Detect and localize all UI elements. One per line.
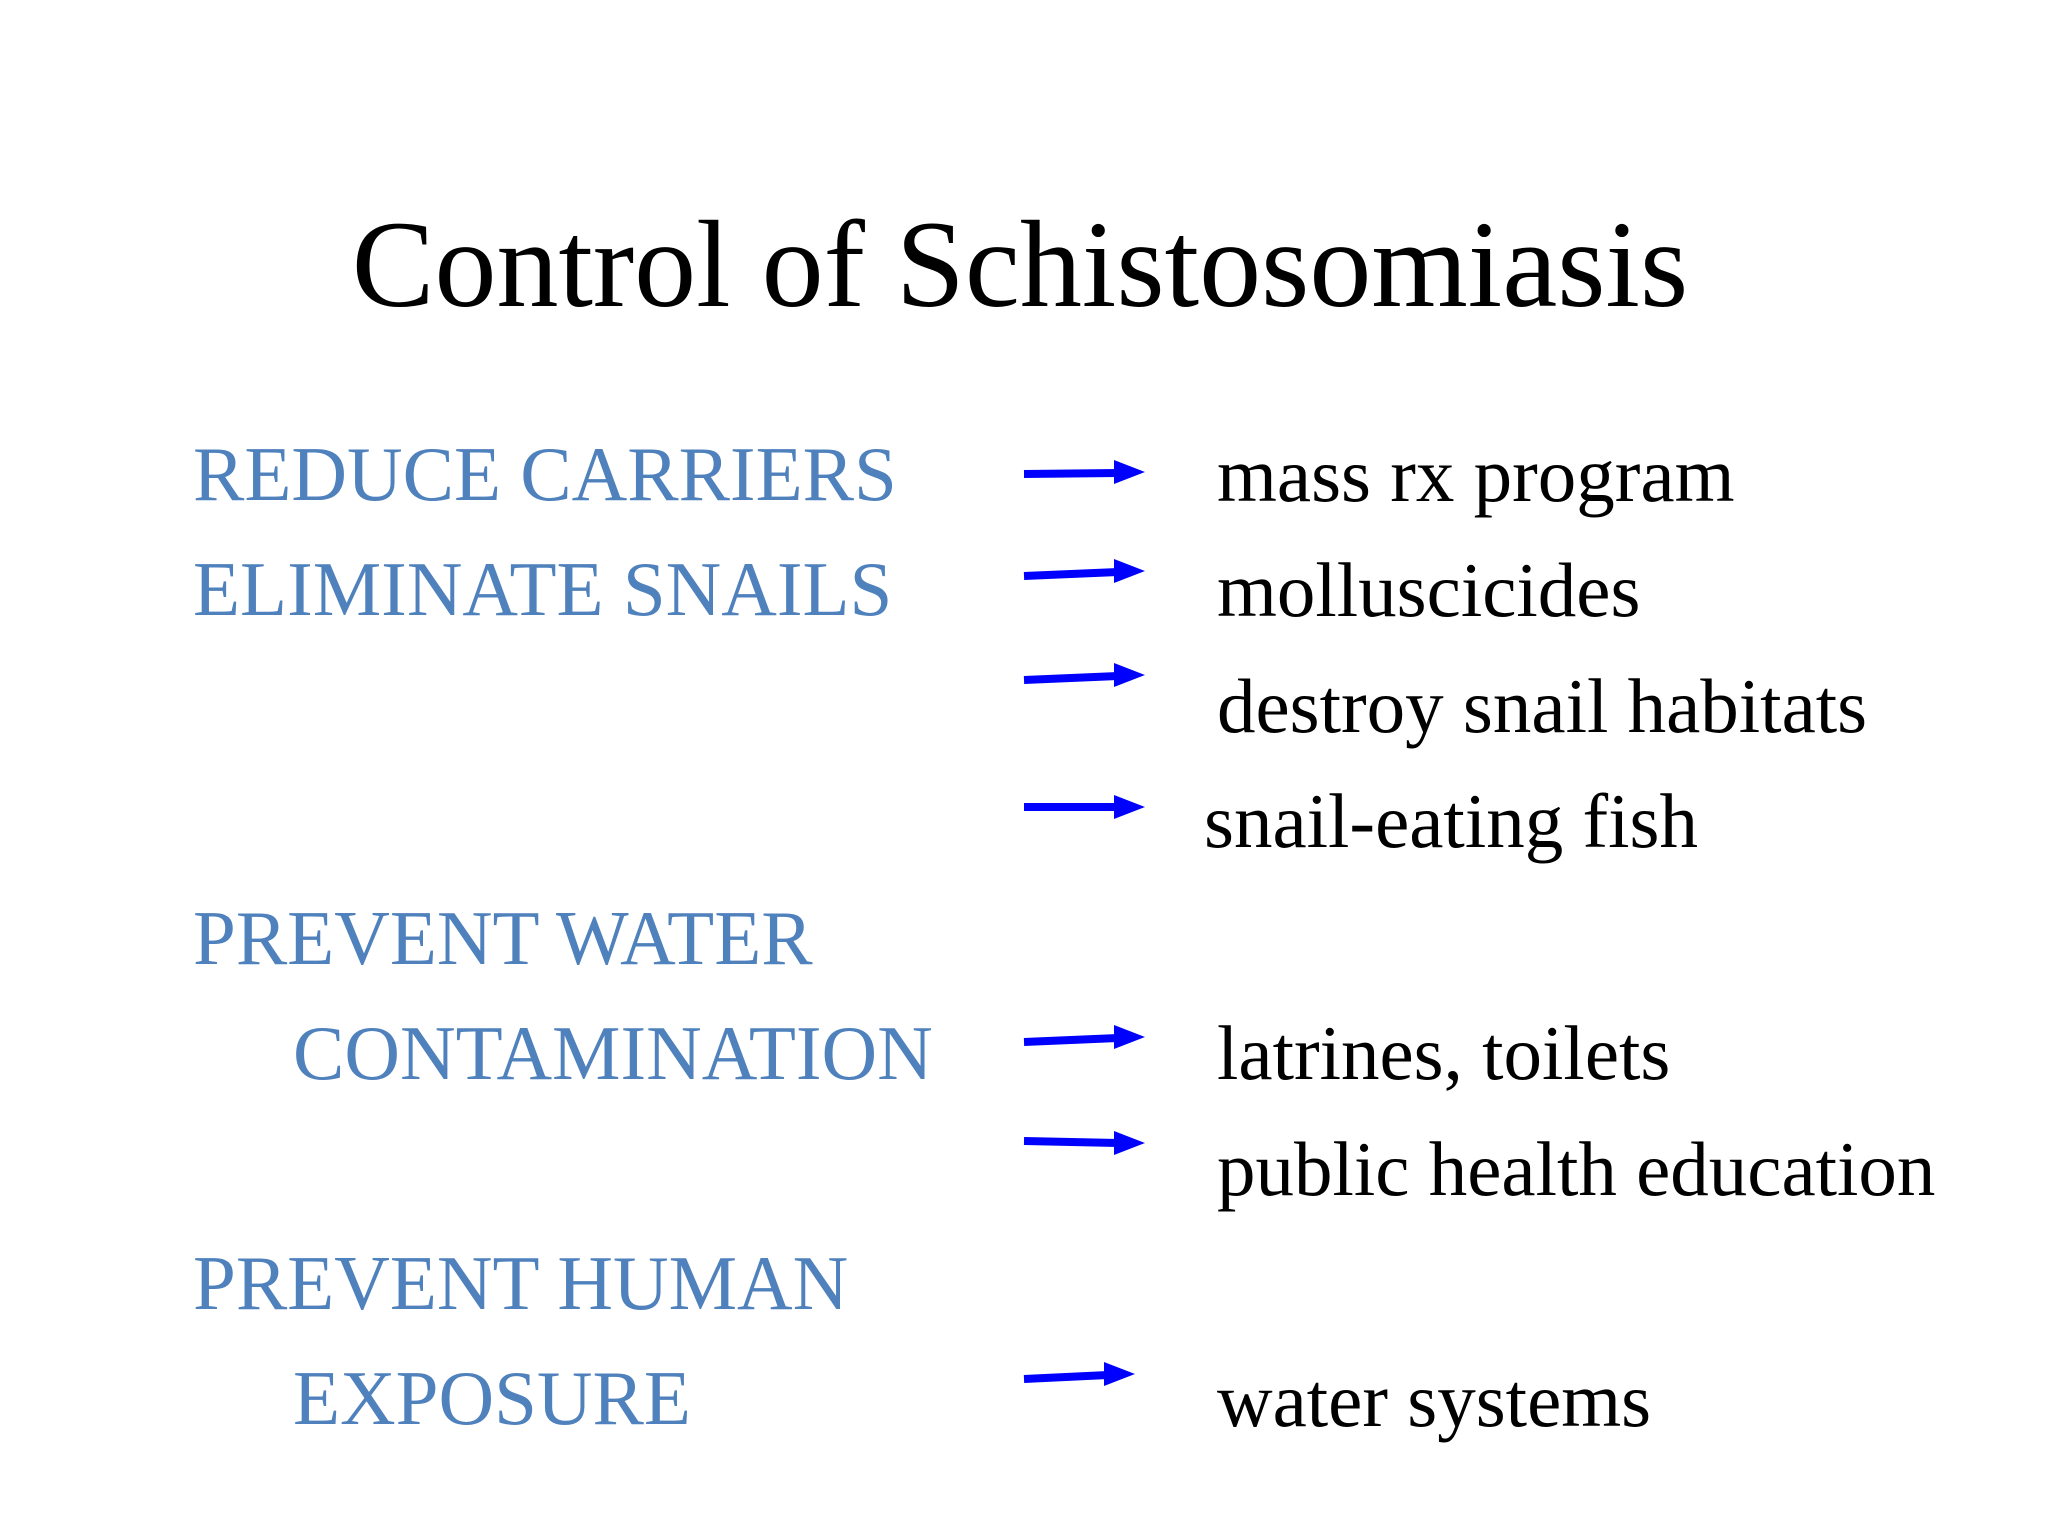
right-arrow-icon xyxy=(1022,1121,1147,1161)
slide-title: Control of Schistosomiasis xyxy=(351,196,1689,333)
category-prevent-human-line2: EXPOSURE xyxy=(293,1355,691,1441)
category-prevent-water-line1: PREVENT WATER xyxy=(193,895,813,981)
action-snail-eating-fish: snail-eating fish xyxy=(1204,778,1698,864)
right-arrow-icon xyxy=(1022,1018,1147,1058)
category-eliminate-snails: ELIMINATE SNAILS xyxy=(193,546,893,632)
action-molluscicides: molluscicides xyxy=(1217,547,1641,633)
category-reduce-carriers: REDUCE CARRIERS xyxy=(193,431,897,517)
action-water-systems: water systems xyxy=(1217,1357,1652,1443)
right-arrow-icon xyxy=(1022,552,1147,592)
category-prevent-human-line1: PREVENT HUMAN xyxy=(193,1240,849,1326)
right-arrow-icon xyxy=(1022,786,1147,826)
right-arrow-icon xyxy=(1022,1354,1147,1394)
right-arrow-icon xyxy=(1022,452,1147,492)
action-destroy-snail-habitats: destroy snail habitats xyxy=(1217,663,1868,749)
action-public-health-education: public health education xyxy=(1217,1126,1936,1212)
action-mass-rx-program: mass rx program xyxy=(1217,432,1735,518)
right-arrow-icon xyxy=(1022,656,1147,696)
action-latrines-toilets: latrines, toilets xyxy=(1217,1010,1671,1096)
category-prevent-water-line2: CONTAMINATION xyxy=(293,1010,933,1096)
